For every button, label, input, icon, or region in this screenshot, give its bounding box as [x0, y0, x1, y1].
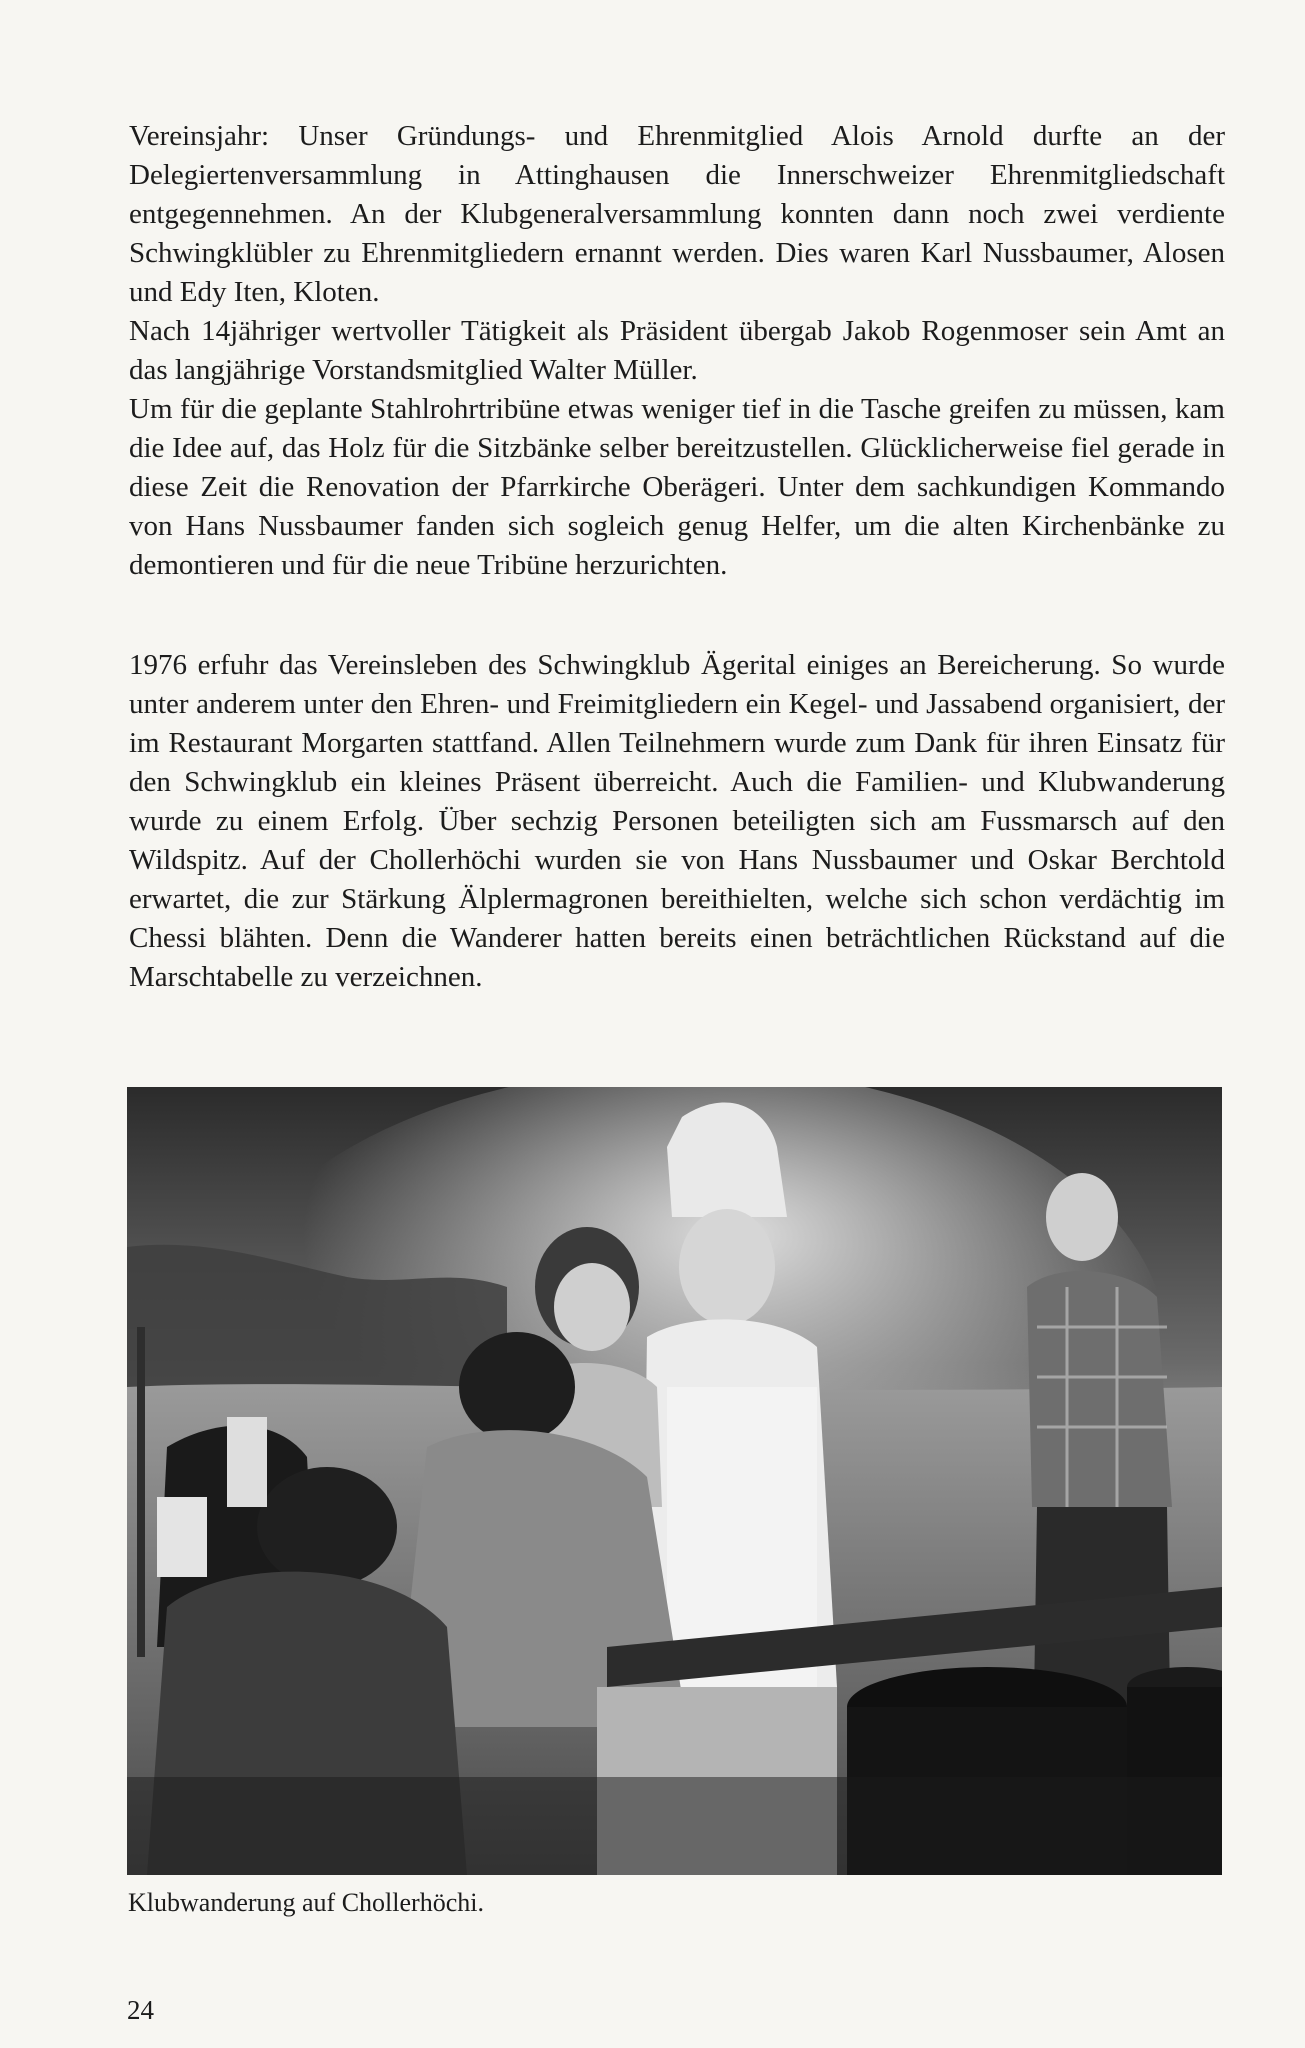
paragraph: Nach 14jähriger wertvoller Tätigkeit als Präsident übergab Jakob Rogenmoser sein Amt an das langjährige Vorstandsmitglied Walter Müller.	[129, 315, 1225, 386]
paragraph: Vereinsjahr: Unser Gründungs- und Ehrenmitglied Alois Arnold durfte an der Delegiertenversammlung in Attinghausen die Innerschweizer Ehrenmitgliedschaft entgegennehmen. An der Klubgeneralversammlung konnten dann noch zwei verdiente Schwingklübler zu Ehrenmitgliedern ernannt werden. Dies waren Karl Nussbaumer, Alosen und Edy Iten, Kloten.	[129, 120, 1225, 308]
text-section-1	[129, 117, 1225, 585]
photograph	[127, 1087, 1222, 1875]
photo-illustration	[127, 1087, 1222, 1875]
paragraph: Um für die geplante Stahlrohrtribüne etwas weniger tief in die Tasche greifen zu müssen, kam die Idee auf, das Holz für die Sitzbänke selber bereitzustellen. Glücklicherweise fiel gerade in diese Zeit die Renovation der Pfarrkirche Oberägeri. Unter dem sachkundigen Kommando von Hans Nussbaumer fanden sich sogleich genug Helfer, um die alten Kirchenbänke zu demontieren und für die neue Tribüne herzurichten.	[129, 393, 1225, 581]
page-number: 24	[127, 1995, 154, 2025]
photo-caption: Klubwanderung auf Chollerhöchi.	[128, 1888, 484, 1917]
text-section-2	[129, 646, 1225, 997]
paragraph: 1976 erfuhr das Vereinsleben des Schwingklub Ägerital einiges an Bereicherung. So wurde unter anderem unter den Ehren- und Freimitgliedern ein Kegel- und Jassabend organisiert, der im Restaurant Morgarten stattfand. Allen Teilnehmern wurde zum Dank für ihren Einsatz für den Schwingklub ein kleines Präsent überreicht. Auch die Familien- und Klubwanderung wurde zu einem Erfolg. Über sechzig Personen beteiligten sich am Fussmarsch auf den Wildspitz. Auf der Chollerhöchi wurden sie von Hans Nussbaumer und Oskar Berchtold erwartet, die zur Stärkung Älplermagronen bereithielten, welche sich schon verdächtig im Chessi blähten. Denn die Wanderer hatten bereits einen beträchtlichen Rückstand auf die Marschtabelle zu verzeichnen.	[129, 649, 1225, 993]
